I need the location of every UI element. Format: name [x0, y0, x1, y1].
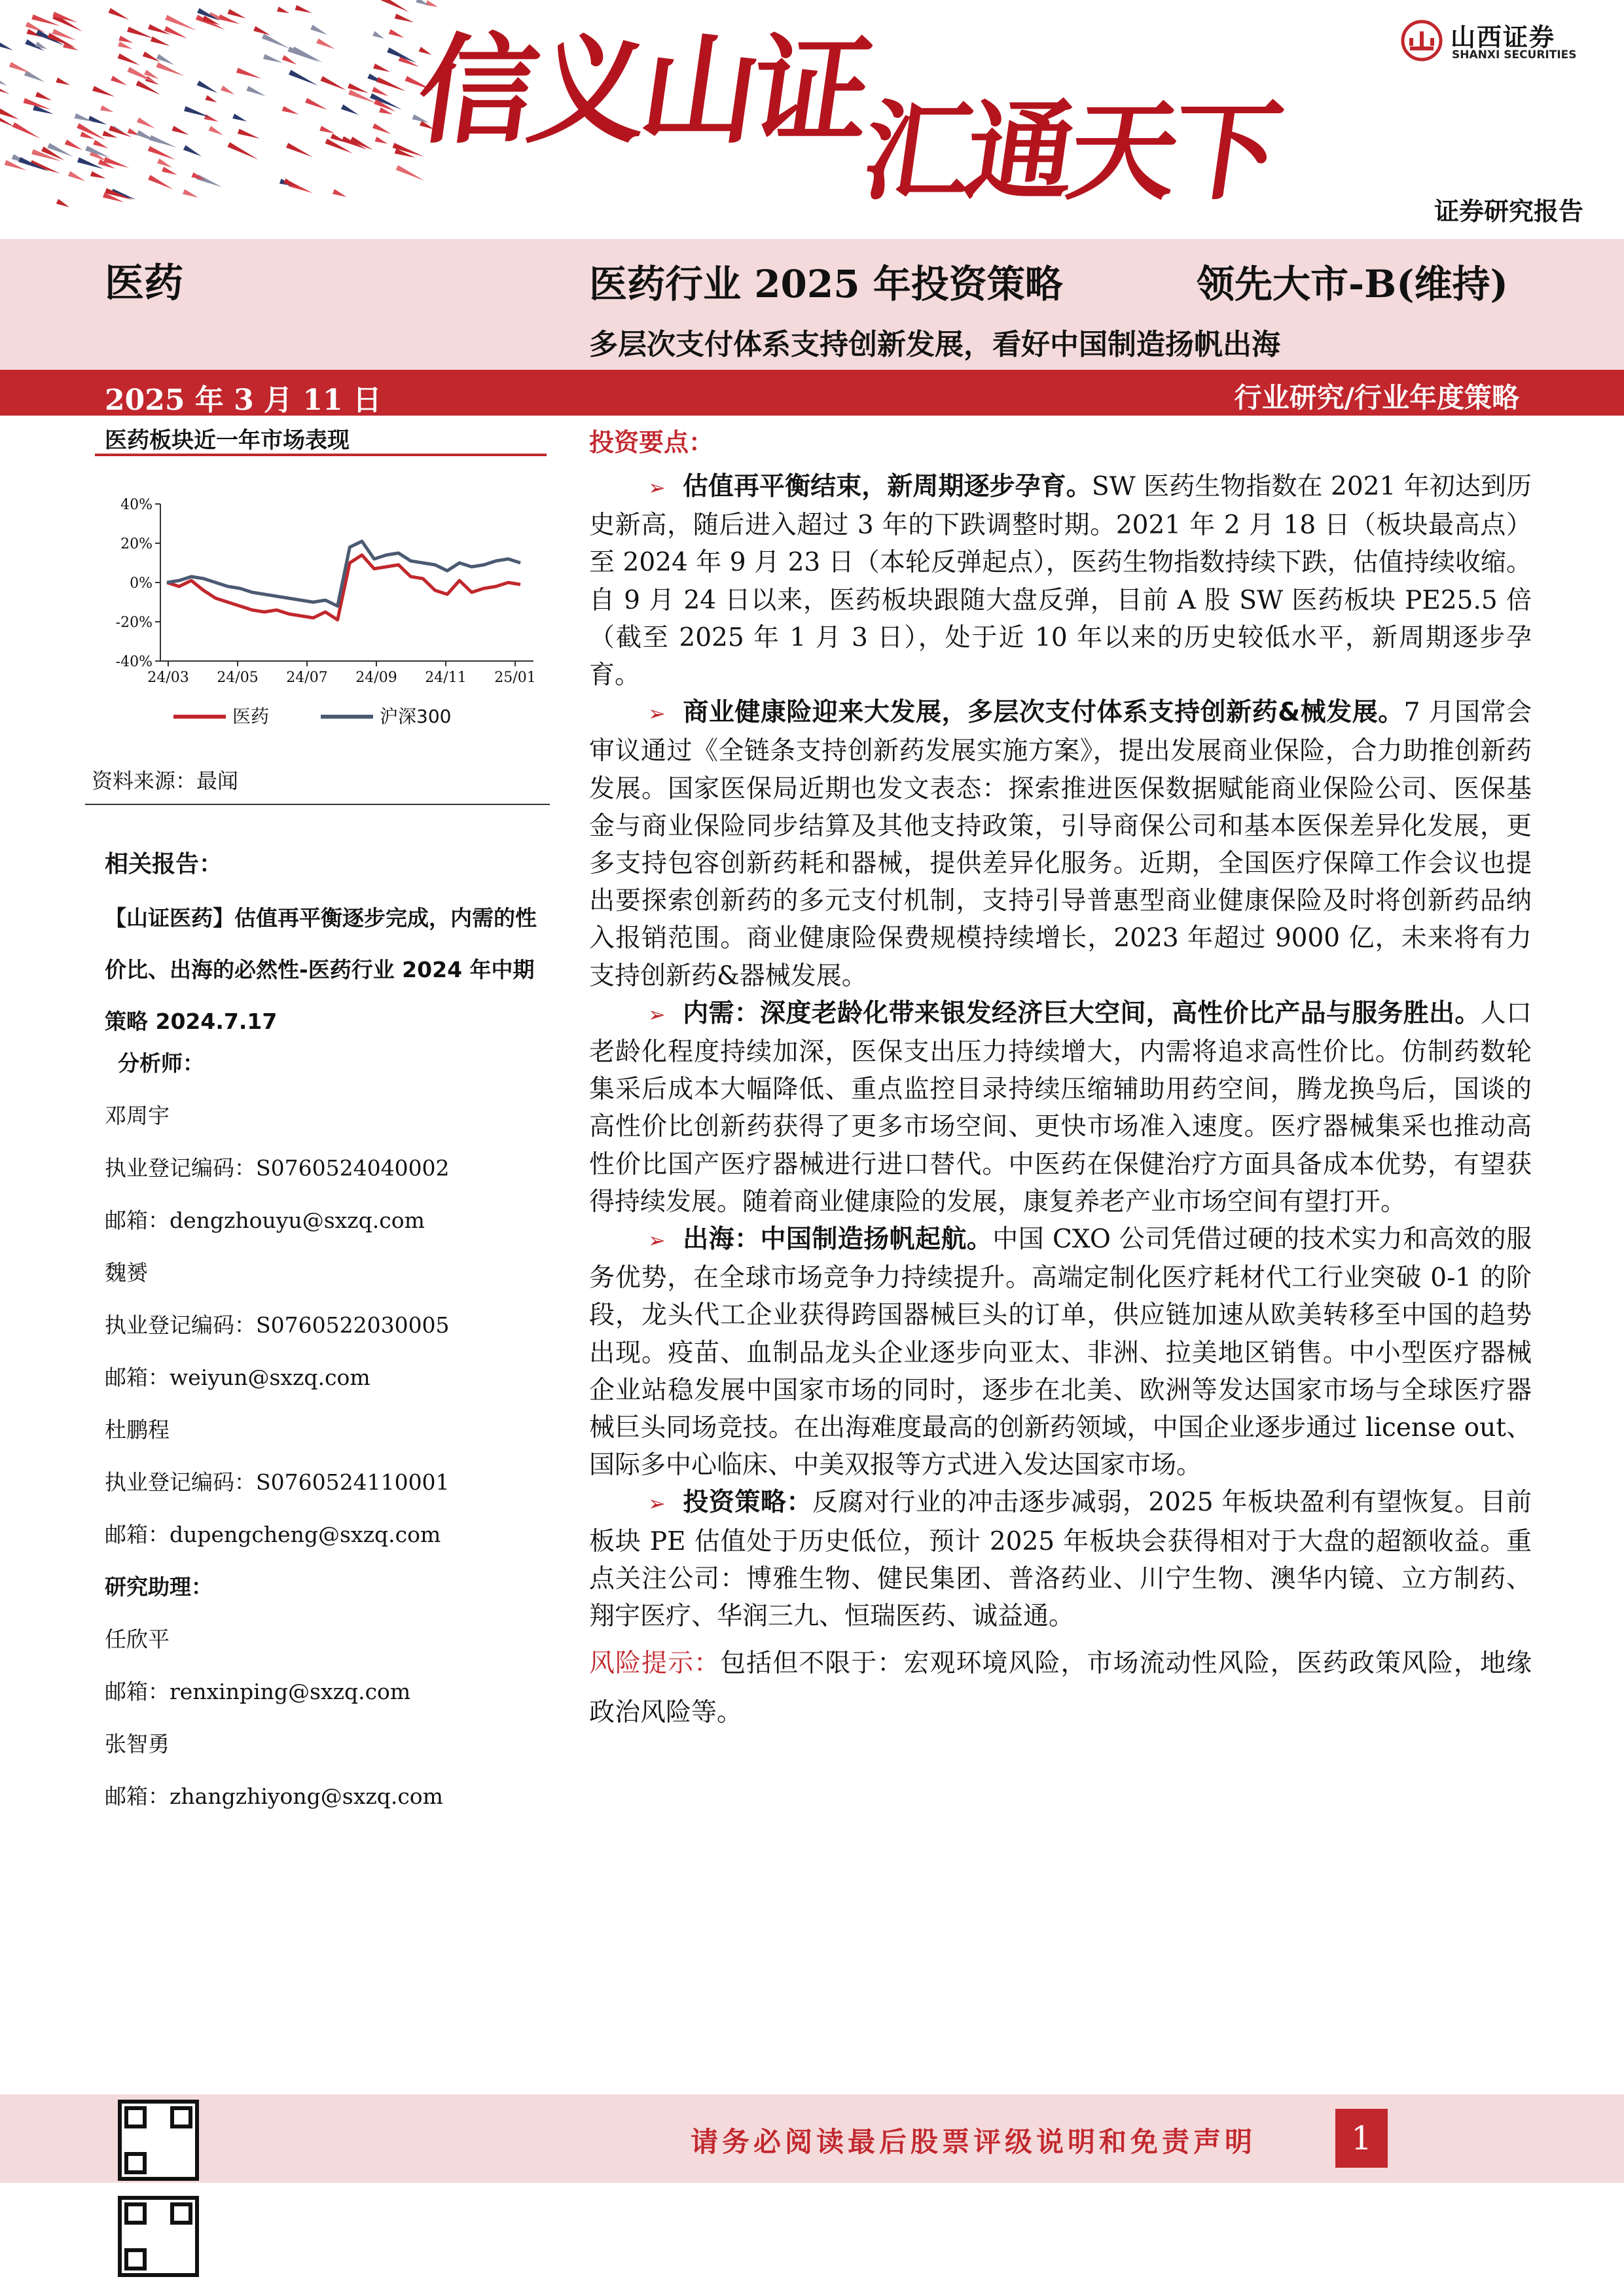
analyst-reg [105, 1463, 543, 1515]
highlight-paragraph [589, 694, 1532, 995]
arrow-shape [183, 189, 200, 200]
arrow-shape [135, 81, 162, 97]
chart-source: 资料来源：最闻 [92, 768, 239, 793]
slogan-left: 信义山证 [409, 23, 874, 160]
arrow-shape [162, 167, 178, 177]
arrow-shape [63, 43, 79, 53]
sidebar-divider [85, 804, 550, 805]
analyst-reg [105, 1149, 543, 1201]
arrow-shape [389, 29, 406, 41]
x-tick-label: 24/07 [286, 670, 328, 686]
paragraph-body: 中国 CXO 公司凭借过硬的技术实力和高效的服务优势，在全球市场竞争力持续提升。高端定制化医疗耗材代工行业突破 0-1 的阶段，龙头代工企业获得跨国器械巨头的订单，供应链加速从欧美转移至中国的趋势出现。疫苗、血制品龙头企业逐步向亚太、非洲、拉美地区销售。中小型医疗器械企业站稳发展中国家市场的同时，逐步在北美、欧洲等发达国家市场与全球医疗器械巨头同场竞技。在出海难度最高的创新药领域，中国企业逐步通过 license out、国际多中心临床、中美双报等方式进入发达国家市场。 [589, 1225, 1532, 1480]
report-date: 2025 年 3 月 11 日 [105, 384, 382, 417]
x-tick-label: 24/09 [355, 670, 397, 686]
email-link[interactable]: renxinping@sxzq.com [170, 1679, 411, 1704]
arrow-shape [148, 146, 177, 162]
arrow-shape [56, 77, 71, 87]
assistant-email [105, 1777, 543, 1829]
arrow-shape [149, 135, 177, 150]
arrow-shape [376, 77, 407, 94]
related-heading: 相关报告： [105, 851, 223, 878]
arrow-shape [103, 157, 130, 171]
arrow-shape [205, 95, 218, 105]
arrow-shape [399, 56, 420, 69]
arrow-shape [35, 42, 48, 52]
arrow-shape [396, 165, 426, 183]
arrow-shape [221, 86, 236, 97]
logo-mark-icon [1401, 20, 1443, 62]
analyst-email [105, 1201, 543, 1253]
reg-code: S0760524040002 [256, 1155, 450, 1181]
x-tick-label: 24/05 [217, 670, 259, 686]
paragraph-lead: 商业健康险迎来大发展，多层次支付体系支持创新药&械发展。 [682, 698, 1404, 728]
arrow-shape [227, 142, 259, 162]
bullet-arrow-icon: ➢ [648, 1001, 666, 1027]
arrow-shape [12, 122, 42, 141]
footer-band [0, 2094, 1624, 2183]
email-label: 邮箱： [105, 1679, 170, 1704]
arrow-shape [277, 7, 290, 16]
arrow-shape [379, 107, 393, 117]
x-tick-label: 24/11 [425, 670, 467, 686]
reg-code: S0760524110001 [256, 1469, 450, 1495]
paragraph-lead: 出海：中国制造扬帆起航。 [682, 1225, 993, 1255]
arrow-shape [295, 5, 314, 16]
y-tick-label: -20% [115, 615, 153, 631]
report-type-label: 证券研究报告 [1434, 197, 1583, 226]
arrow-shape [238, 129, 261, 141]
chart-title: 医药板块近一年市场表现 [105, 427, 350, 454]
arrow-shape [372, 31, 386, 41]
email-label: 邮箱： [105, 1208, 170, 1233]
arrow-shape [305, 98, 329, 113]
arrow-shape [18, 157, 50, 174]
analyst-list [105, 1044, 543, 1829]
arrow-shape [310, 25, 329, 37]
date-band [0, 370, 1624, 416]
arrow-shape [341, 105, 360, 118]
bullet-arrow-icon: ➢ [648, 1491, 666, 1516]
arrow-shape [282, 106, 300, 117]
arrow-shape [228, 9, 247, 21]
highlight-paragraph [589, 468, 1532, 694]
title-band [0, 239, 1624, 370]
arrow-shape [0, 41, 14, 53]
arrow-shape [100, 105, 115, 115]
arrow-shape [316, 39, 336, 52]
rating-label: 领先大市-B(维持) [1197, 262, 1508, 306]
arrow-shape [289, 70, 319, 88]
arrow-swarm-graphic [0, 0, 458, 236]
qr-code-icon[interactable] [118, 2196, 199, 2277]
arrow-shape [0, 75, 9, 88]
paragraph-lead: 内需：深度老龄化带来银发经济巨大空间，高性价比产品与服务胜出。 [682, 998, 1481, 1028]
reg-label: 执业登记编码： [105, 1312, 256, 1338]
arrow-shape [88, 116, 108, 127]
arrow-shape [246, 86, 266, 99]
email-label: 邮箱： [105, 1365, 170, 1390]
sector-label: 医药 [105, 260, 183, 306]
highlight-paragraph [589, 1221, 1532, 1484]
email-link[interactable]: zhangzhiyong@sxzq.com [170, 1784, 443, 1809]
risk-warning [589, 1639, 1532, 1737]
reg-code: S0760522030005 [256, 1312, 450, 1338]
y-tick-label: 0% [130, 575, 153, 592]
report-subtitle: 多层次支付体系支持创新发展，看好中国制造扬帆出海 [589, 328, 1280, 361]
arrow-shape [395, 14, 415, 25]
investment-highlights [589, 422, 1532, 1737]
y-tick-label: -40% [115, 654, 153, 670]
page-number: 1 [1335, 2109, 1388, 2168]
disclaimer-notice: 请务必阅读最后股票评级说明和免责声明 [691, 2126, 1257, 2158]
x-tick-label: 24/03 [147, 670, 189, 686]
email-link[interactable]: weiyun@sxzq.com [170, 1365, 370, 1390]
email-link[interactable]: dengzhouyu@sxzq.com [170, 1208, 425, 1233]
paragraph-body: 反腐对行业的冲击逐步减弱，2025 年板块盈利有望恢复。目前板块 PE 估值处于历史低位，预计 2025 年板块会获得相对于大盘的超额收益。重点关注公司：博雅生物、健民集团、普洛药业、川宁生物、澳华内镜、立方制药、翔宇医疗、华润三九、恒瑞医药、诚益通。 [589, 1488, 1532, 1632]
arrow-shape [171, 126, 190, 137]
assistant-heading: 研究助理： [105, 1574, 213, 1600]
analyst-reg [105, 1306, 543, 1358]
arrow-shape [253, 26, 272, 38]
arrow-shape [320, 76, 347, 92]
arrow-shape [35, 92, 53, 103]
highlight-paragraph [589, 1484, 1532, 1635]
logo-text-en: SHANXI SECURITIES [1452, 48, 1577, 62]
analyst-name: 杜鹏程 [105, 1417, 170, 1443]
arrow-shape [197, 81, 219, 96]
arrow-shape [156, 62, 185, 79]
paragraph-body: 人口老龄化程度持续加深，医保支出压力持续增大，内需将追求高性价比。仿制药数轮集采后成本大幅降低、重点监控目录持续压缩辅助用药空间，腾龙换鸟后，国谈的高性价比创新药获得了更多市场空间、更快市场准入速度。医疗器械集采也推动高性价比国产医疗器械进行进口替代。中医药在保健治疗方面具备成本优势，有望获得持续发展。随着商业健康险的发展，康复养老产业市场空间有望打开。 [589, 998, 1532, 1217]
arrow-shape [387, 48, 418, 65]
arrow-shape [209, 126, 225, 137]
analyst-email [105, 1358, 543, 1410]
bullet-arrow-icon: ➢ [648, 701, 666, 726]
arrow-shape [262, 34, 291, 51]
arrow-shape [68, 171, 87, 184]
analyst-heading: 分析师： [118, 1050, 204, 1076]
bullet-arrow-icon: ➢ [648, 475, 666, 500]
paragraph-body: SW 医药生物指数在 2021 年初达到历史新高，随后进入超过 3 年的下跌调整时期。2021 年 2 月 18 日（板块最高点）至 2024 年 9 月 23 日（本轮反弹起点），医药生物指数持续下跌，估值持续收缩。自 9 月 24 日以来，医药板块跟随大盘反弹，目前 A 股 SW 医药板块 PE25.5 倍（截至 2025 年 1 月 3 日），处于近 10 年以来的历史较低水平，新周期逐步孕育。 [589, 472, 1532, 691]
bullet-arrow-icon: ➢ [648, 1228, 666, 1253]
arrow-shape [375, 137, 389, 147]
logo-text-cn: 山西证券 [1451, 23, 1556, 52]
arrow-shape [183, 145, 203, 159]
header-banner [0, 0, 1624, 239]
highlight-paragraph [589, 995, 1532, 1221]
y-tick-label: 20% [120, 536, 153, 552]
report-title: 医药行业 2025 年投资策略 [589, 262, 1063, 306]
legend-label: 医药 [232, 706, 270, 727]
reg-label: 执业登记编码： [105, 1469, 256, 1495]
chart-title-rule [95, 454, 547, 456]
risk-body: 包括但不限于：宏观环境风险，市场流动性风险，医药政策风险，地缘政治风险等。 [589, 1649, 1532, 1728]
slogan-right: 汇通天下 [855, 89, 1284, 215]
arrow-shape [381, 0, 410, 14]
arrow-shape [292, 46, 324, 65]
arrow-shape [137, 117, 156, 130]
arrow-shape [92, 86, 116, 99]
arrow-shape [65, 139, 84, 152]
paragraph-lead: 投资策略： [682, 1488, 812, 1518]
arrow-shape [333, 189, 348, 200]
y-tick-label: 40% [120, 497, 153, 513]
related-report-link[interactable]: 【山证医药】估值再平衡逐步完成，内需的性价比、出海的必然性-医药行业 2024 年中期策略 2024.7.17 [105, 905, 537, 1034]
arrow-shape [108, 8, 130, 22]
assistant-name: 张智勇 [105, 1731, 170, 1757]
arrow-shape [373, 63, 391, 75]
arrow-shape [148, 175, 175, 192]
email-label: 邮箱： [105, 1784, 170, 1809]
risk-label: 风险提示： [589, 1649, 721, 1679]
arrow-shape [118, 54, 141, 68]
arrow-shape [111, 76, 128, 88]
arrow-shape [151, 37, 171, 48]
paragraph-body: 7 月国常会审议通过《全链条支持创新药发展实施方案》，提出发展商业保险，合力助推创新药发展。国家医保局近期也发文表态：探索推进医保数据赋能商业保险公司、医保基金与商业保险同步结算及其他支持政策，引导商保公司和基本医保差异化发展，更多支持包容创新药耗和器械，提供差异化服务。近期，全国医疗保障工作会议也提出要探索创新药的多元支付机制，支持引导普惠型商业健康保险及时将创新药品纳入报销范围。商业健康险保费规模持续增长，2023 年超过 9000 亿，未来将有力支持创新药&器械发展。 [589, 698, 1532, 991]
email-label: 邮箱： [105, 1522, 170, 1547]
related-reports [105, 846, 543, 1047]
arrow-shape [236, 68, 262, 81]
arrow-shape [93, 140, 109, 151]
qr-code-icon[interactable] [118, 2100, 199, 2181]
arrow-shape [137, 130, 161, 145]
arrow-shape [263, 54, 283, 65]
market-performance-chart [95, 484, 547, 746]
analyst-name: 魏赟 [105, 1260, 148, 1285]
assistant-email [105, 1672, 543, 1725]
arrow-shape [0, 82, 10, 96]
arrow-shape [286, 143, 314, 159]
arrow-shape [30, 160, 62, 177]
arrow-shape [196, 174, 223, 189]
arrow-shape [372, 123, 393, 136]
arrow-shape [56, 199, 71, 209]
x-tick-label: 25/01 [494, 670, 536, 686]
email-link[interactable]: dupengcheng@sxzq.com [170, 1522, 441, 1547]
arrow-shape [232, 114, 248, 124]
paragraph-lead: 估值再平衡结束，新周期逐步孕育。 [682, 472, 1092, 501]
arrow-shape [282, 55, 298, 67]
arrow-shape [118, 41, 134, 52]
report-category: 行业研究/行业年度策略 [1234, 382, 1519, 414]
analyst-email [105, 1515, 543, 1568]
legend-label: 沪深300 [380, 706, 452, 727]
highlights-heading: 投资要点： [589, 428, 714, 457]
reg-label: 执业登记编码： [105, 1155, 256, 1181]
arrow-shape [90, 171, 107, 181]
arrow-shape [24, 71, 46, 84]
analyst-name: 邓周宇 [105, 1103, 170, 1128]
arrow-shape [77, 123, 107, 142]
assistant-name: 任欣平 [105, 1626, 170, 1652]
company-logo [1401, 14, 1610, 67]
